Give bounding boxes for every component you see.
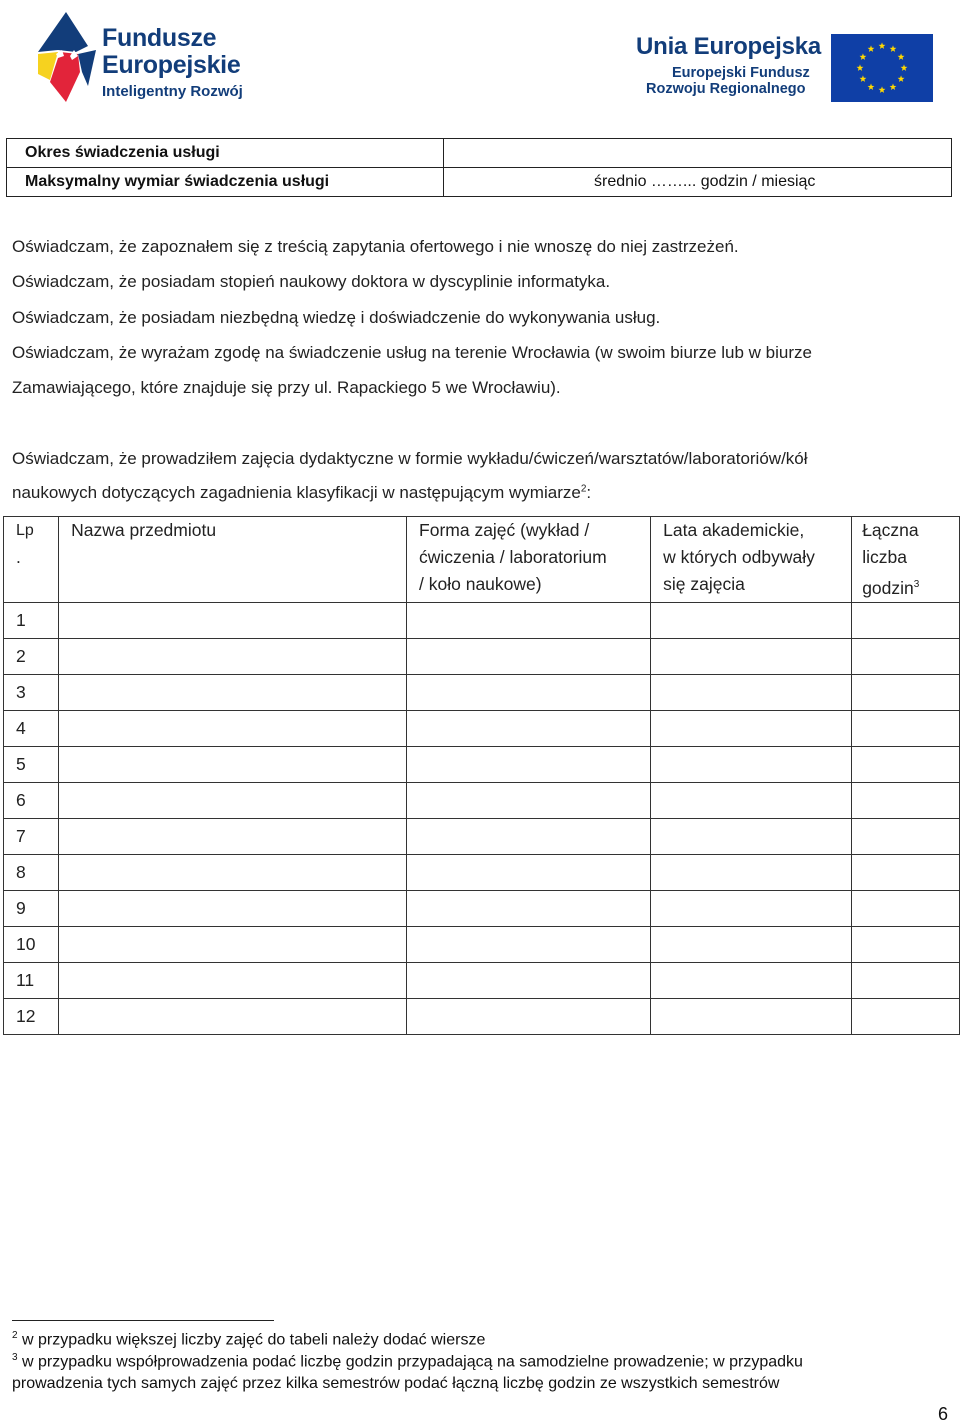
footnote-3-mark: 3 <box>12 1352 18 1363</box>
header-lp-line2: . <box>16 547 21 567</box>
course-hours-cell[interactable] <box>852 854 960 890</box>
header-years-line2: w których odbywały <box>663 547 815 567</box>
course-name-cell[interactable] <box>59 710 407 746</box>
declaration-4: Oświadczam, że wyrażam zgodę na świadczenie usług na terenie Wrocławia (w swoim biurze lub w biurze <box>12 343 812 362</box>
course-hours-cell[interactable] <box>852 782 960 818</box>
header-form-line1: Forma zajęć (wykład / <box>419 520 590 540</box>
ue-line3: Rozwoju Regionalnego <box>646 81 806 97</box>
course-hours-cell[interactable] <box>852 674 960 710</box>
max-service-label: Maksymalny wymiar świadczenia usługi <box>7 168 444 197</box>
table-row <box>4 818 960 854</box>
header-years-line1: Lata akademickie, <box>663 520 805 540</box>
row-number: 4 <box>4 710 59 746</box>
course-hours-cell[interactable] <box>852 710 960 746</box>
course-form-cell[interactable] <box>407 962 651 998</box>
declaration-3: Oświadczam, że posiadam niezbędną wiedzę i doświadczenie do wykonywania usług. <box>12 308 661 327</box>
declaration-2: Oświadczam, że posiadam stopień naukowy doktora w dyscyplinie informatyka. <box>12 272 611 291</box>
course-form-cell[interactable] <box>407 746 651 782</box>
footnote-ref-3[interactable]: 3 <box>913 579 920 590</box>
course-hours-cell[interactable] <box>852 818 960 854</box>
row-number: 2 <box>4 638 59 674</box>
table-row <box>7 139 952 168</box>
course-form-cell[interactable] <box>407 782 651 818</box>
teaching-declaration-line2 <box>12 483 591 503</box>
header-hours-line3 <box>862 571 959 602</box>
eu-flag-icon <box>831 34 933 102</box>
course-form-cell[interactable] <box>407 602 651 638</box>
course-years-cell[interactable] <box>651 638 852 674</box>
course-form-cell[interactable] <box>407 998 651 1034</box>
course-hours-cell[interactable] <box>852 962 960 998</box>
table-row <box>4 782 960 818</box>
course-form-cell[interactable] <box>407 818 651 854</box>
course-name-cell[interactable] <box>59 638 407 674</box>
course-hours-cell[interactable] <box>852 602 960 638</box>
table-row <box>4 746 960 782</box>
course-years-cell[interactable] <box>651 674 852 710</box>
course-name-cell[interactable] <box>59 962 407 998</box>
courses-table <box>3 516 960 1035</box>
header-lp <box>4 517 59 603</box>
declaration-1: Oświadczam, że zapoznałem się z treścią zapytania ofertowego i nie wnoszę do niej zastrzeżeń. <box>12 237 739 256</box>
course-years-cell[interactable] <box>651 818 852 854</box>
course-years-cell[interactable] <box>651 782 852 818</box>
row-number: 3 <box>4 674 59 710</box>
declaration-4-cont: Zamawiającego, które znajduje się przy ul. Rapackiego 5 we Wrocławiu). <box>12 378 561 397</box>
table-row <box>4 962 960 998</box>
course-years-cell[interactable] <box>651 926 852 962</box>
course-name-cell[interactable] <box>59 998 407 1034</box>
course-years-cell[interactable] <box>651 710 852 746</box>
footnote-separator <box>12 1320 274 1321</box>
service-period-label: Okres świadczenia usługi <box>7 139 444 168</box>
table-row <box>4 926 960 962</box>
header-years <box>651 517 852 603</box>
courses-table-body <box>4 602 960 1034</box>
course-years-cell[interactable] <box>651 602 852 638</box>
service-info-table <box>6 138 952 197</box>
footnote-3 <box>12 1352 803 1371</box>
row-number: 12 <box>4 998 59 1034</box>
footnote-3-cont: prowadzenia tych samych zajęć przez kilka semestrów podać łączną liczbę godzin ze wszystkich semestrów <box>12 1375 780 1392</box>
course-hours-cell[interactable] <box>852 926 960 962</box>
header-hours-line1: Łączna <box>862 520 919 540</box>
header-course-name <box>59 517 407 603</box>
header-years-line3: się zajęcia <box>663 574 745 594</box>
fe-line1: Fundusze <box>102 24 217 52</box>
table-row <box>4 890 960 926</box>
footnote-2-text: w przypadku większej liczby zajęć do tabeli należy dodać wiersze <box>22 1331 486 1349</box>
course-hours-cell[interactable] <box>852 638 960 674</box>
page-number: 6 <box>938 1404 949 1424</box>
row-number: 8 <box>4 854 59 890</box>
footnote-3-text: w przypadku współprowadzenia podać liczbę godzin przypadającą na samodzielne prowadzenie; w przypadku <box>22 1353 803 1371</box>
course-form-cell[interactable] <box>407 890 651 926</box>
service-period-value[interactable] <box>444 139 952 168</box>
course-name-cell[interactable] <box>59 854 407 890</box>
table-header-row <box>4 517 960 603</box>
course-hours-cell[interactable] <box>852 890 960 926</box>
course-name-cell[interactable] <box>59 746 407 782</box>
fe-line3: Inteligentny Rozwój <box>102 83 243 100</box>
row-number: 6 <box>4 782 59 818</box>
course-form-cell[interactable] <box>407 638 651 674</box>
table-row <box>4 710 960 746</box>
course-form-cell[interactable] <box>407 710 651 746</box>
course-name-cell[interactable] <box>59 782 407 818</box>
header-form <box>407 517 651 603</box>
footnote-2-mark: 2 <box>12 1330 18 1341</box>
course-years-cell[interactable] <box>651 998 852 1034</box>
course-years-cell[interactable] <box>651 746 852 782</box>
course-form-cell[interactable] <box>407 674 651 710</box>
header-course-name-text: Nazwa przedmiotu <box>71 520 217 540</box>
max-service-value[interactable]: średnio ……... godzin / miesiąc <box>444 168 952 197</box>
header-hours-line2: liczba <box>862 547 907 567</box>
course-hours-cell[interactable] <box>852 746 960 782</box>
header-hours-word: godzin <box>862 577 914 598</box>
header-form-line3: / koło naukowe) <box>419 574 542 594</box>
row-number: 9 <box>4 890 59 926</box>
teaching-declaration-line1: Oświadczam, że prowadziłem zajęcia dydaktyczne w formie wykładu/ćwiczeń/warsztatów/laboratoriów/kół <box>12 449 808 468</box>
course-form-cell[interactable] <box>407 854 651 890</box>
course-years-cell[interactable] <box>651 890 852 926</box>
fe-line2: Europejskie <box>102 51 241 79</box>
course-years-cell[interactable] <box>651 854 852 890</box>
table-row <box>4 602 960 638</box>
teaching-line2-text: naukowych dotyczących zagadnienia klasyfikacji w następującym wymiarze <box>12 483 581 502</box>
table-row <box>7 168 952 197</box>
header-form-line2: ćwiczenia / laboratorium <box>419 547 607 567</box>
table-row <box>4 854 960 890</box>
row-number: 7 <box>4 818 59 854</box>
teaching-line2-end: : <box>586 483 592 502</box>
course-name-cell[interactable] <box>59 818 407 854</box>
course-hours-cell[interactable] <box>852 998 960 1034</box>
unia-europejska-text <box>636 33 821 97</box>
header-hours <box>852 517 960 603</box>
course-form-cell[interactable] <box>407 926 651 962</box>
footnote-ref-2[interactable]: 2 <box>580 483 587 495</box>
table-row <box>4 674 960 710</box>
row-number: 1 <box>4 602 59 638</box>
row-number: 11 <box>4 962 59 998</box>
ue-line1: Unia Europejska <box>636 33 822 60</box>
course-years-cell[interactable] <box>651 962 852 998</box>
header-lp-line1: Lp <box>16 522 34 539</box>
row-number: 5 <box>4 746 59 782</box>
course-name-cell[interactable] <box>59 674 407 710</box>
table-row <box>4 638 960 674</box>
row-number: 10 <box>4 926 59 962</box>
course-name-cell[interactable] <box>59 602 407 638</box>
ue-line2: Europejski Fundusz <box>672 65 810 81</box>
table-row <box>4 998 960 1034</box>
course-name-cell[interactable] <box>59 926 407 962</box>
footnote-2 <box>12 1330 485 1349</box>
fundusze-europejskie-text <box>102 26 243 99</box>
course-name-cell[interactable] <box>59 890 407 926</box>
